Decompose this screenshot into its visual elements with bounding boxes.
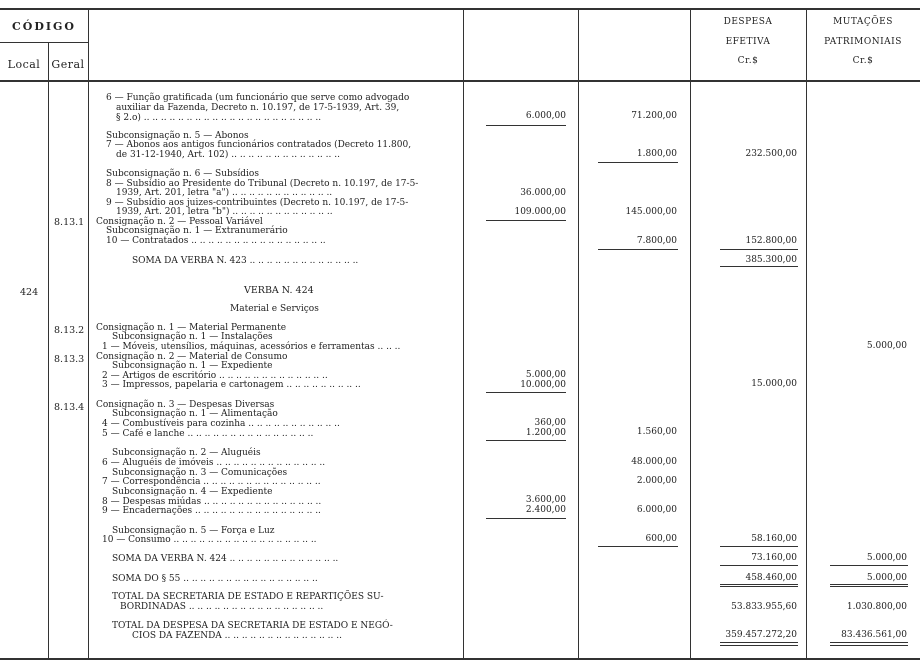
line-subconsig-forca: Subconsignação n. 5 — Força e Luz (112, 526, 275, 536)
code-geral-8-13-2: 8.13.2 (54, 325, 85, 336)
subtotal-rule (830, 645, 908, 646)
line-consig-3: Consignação n. 3 — Despesas Diversas (96, 400, 275, 410)
line-item-6-cont1: auxiliar da Fazenda, Decreto n. 10.197, de 17-5-1939, Art. 39, (116, 103, 400, 113)
value-mutacoes: 5.000,00 (866, 341, 907, 351)
subtotal-rule (720, 645, 798, 646)
value-col1: 10.000,00 (520, 380, 566, 390)
line-consig-1-perm: Consignação n. 1 — Material Permanente (96, 323, 287, 333)
value-col2: 48.000,00 (631, 457, 677, 467)
col-divider-desc (463, 8, 464, 658)
line-consig-2: Consignação n. 2 — Pessoal Variável (96, 217, 263, 227)
line-verba-424: VERBA N. 424 (244, 285, 314, 296)
line-subconsig-exp: Subconsignação n. 1 — Expediente (112, 361, 273, 371)
header-mutacoes-currency: Cr.$ (852, 56, 874, 66)
subtotal-rule (486, 392, 566, 393)
line-item-6b: 6 — Aluguéis de imóveis .. .. .. .. .. .. .. .. .. .. .. .. .. (102, 458, 326, 468)
value-col1: 109.000,00 (514, 207, 566, 217)
value-despesa: 359.457.272,20 (725, 630, 797, 640)
subtotal-rule (830, 584, 908, 585)
value-col1: 2.400,00 (525, 505, 566, 515)
value-col1: 1.200,00 (525, 428, 566, 438)
line-item-3: 3 — Impressos, papelaria e cartonagem .. .. .. .. .. .. .. .. .. (102, 380, 361, 390)
subtotal-rule (720, 546, 798, 547)
header-geral: Geral (51, 58, 85, 71)
subtotal-rule (486, 440, 566, 441)
line-subconsig-1: Subconsignação n. 1 — Extranumerário (106, 226, 288, 236)
subtotal-rule (830, 642, 908, 643)
value-col1: 3.600,00 (525, 495, 566, 505)
value-despesa: 58.160,00 (751, 534, 797, 544)
line-item-2: 2 — Artigos de escritório .. .. .. .. .. .. .. .. .. .. .. .. .. (102, 371, 328, 381)
header-mutacoes-1: MUTAÇÕES (833, 17, 893, 27)
line-item-6: 6 — Função gratificada (um funcionário que serve como advogado (106, 93, 410, 103)
line-item-4: 4 — Combustíveis para cozinha .. .. .. .. .. .. .. .. .. .. .. (102, 419, 340, 429)
subtotal-rule (720, 249, 798, 250)
col-divider-v2 (690, 8, 691, 658)
value-mutacoes: 83.436.561,00 (841, 630, 907, 640)
line-soma-424: SOMA DA VERBA N. 424 .. .. .. .. .. .. .. .. .. .. .. .. .. (112, 554, 339, 564)
value-col2: 2.000,00 (636, 476, 677, 486)
header-despesa-2: EFETIVA (725, 37, 771, 47)
value-despesa: 232.500,00 (745, 149, 797, 159)
code-local-424: 424 (20, 287, 39, 298)
subtotal-rule (598, 249, 678, 250)
value-despesa: 15.000,00 (751, 379, 797, 389)
line-subconsig-alug: Subconsignação n. 2 — Aluguéis (112, 448, 261, 458)
line-consig-2-consumo: Consignação n. 2 — Material de Consumo (96, 352, 288, 362)
value-despesa: 73.160,00 (751, 553, 797, 563)
header-despesa-1: DESPESA (723, 17, 773, 27)
line-total-secretaria: TOTAL DA SECRETARIA DE ESTADO E REPARTIÇÕES SU- (112, 592, 384, 602)
col-divider-geral (88, 8, 89, 658)
subtotal-rule (598, 546, 678, 547)
value-mutacoes: 1.030.800,00 (846, 602, 907, 612)
code-geral-8-13-1: 8.13.1 (54, 217, 85, 228)
value-despesa: 53.833.955,60 (731, 602, 797, 612)
subtotal-rule (830, 565, 908, 566)
value-col1: 360,00 (534, 418, 566, 428)
code-geral-8-13-3: 8.13.3 (54, 354, 85, 365)
line-material-servicos: Material e Serviços (230, 304, 319, 314)
subtotal-rule (830, 586, 908, 587)
line-item-8-cont: 1939, Art. 201, letra "a") .. .. .. .. .. .. .. .. .. .. .. .. (116, 188, 333, 198)
line-item-6-cont2: § 2.o) .. .. .. .. .. .. .. .. .. .. .. .. .. .. .. .. .. .. .. .. .. (116, 113, 322, 123)
line-subconsig-alim: Subconsignação n. 1 — Alimentação (112, 409, 278, 419)
line-subconsig-inst: Subconsignação n. 1 — Instalações (112, 332, 273, 342)
line-subconsig-exp2: Subconsignação n. 4 — Expediente (112, 487, 273, 497)
line-soma-423: SOMA DA VERBA N. 423 .. .. .. .. .. .. .. .. .. .. .. .. .. (132, 256, 359, 266)
line-soma-55: SOMA DO § 55 .. .. .. .. .. .. .. .. .. .. .. .. .. .. .. .. (112, 574, 318, 584)
header-local: Local (7, 58, 41, 71)
line-item-9b: 9 — Encadernações .. .. .. .. .. .. .. .. .. .. .. .. .. .. .. (102, 506, 321, 516)
value-col1: 36.000,00 (520, 188, 566, 198)
value-col2: 71.200,00 (631, 111, 677, 121)
col-divider-local (48, 42, 49, 658)
header-mutacoes-2: PATRIMONIAIS (824, 37, 902, 47)
line-total-despesa-cont: CIOS DA FAZENDA .. .. .. .. .. .. .. .. .. .. .. .. .. .. (132, 631, 342, 641)
subtotal-rule (720, 584, 798, 585)
subtotal-rule (720, 642, 798, 643)
line-total-despesa: TOTAL DA DESPESA DA SECRETARIA DE ESTADO E NEGÓ- (112, 621, 393, 631)
code-geral-8-13-4: 8.13.4 (54, 402, 85, 413)
line-subconsig-5: Subconsignação n. 5 — Abonos (106, 131, 249, 141)
line-item-7: 7 — Abonos aos antigos funcionários contratados (Decreto 11.800, (106, 140, 412, 150)
col-divider-v1 (578, 8, 579, 658)
subtotal-rule (720, 565, 798, 566)
subtotal-rule (720, 266, 798, 267)
line-item-8: 8 — Subsídio ao Presidente do Tribunal (Decreto n. 10.197, de 17-5- (106, 179, 419, 189)
line-item-1: 1 — Móveis, utensílios, máquinas, acessórios e ferramentas .. .. .. (102, 342, 401, 352)
value-mutacoes: 5.000,00 (866, 553, 907, 563)
value-despesa: 458.460,00 (745, 573, 797, 583)
value-col2: 1.560,00 (636, 427, 677, 437)
line-item-7b: 7 — Correspondência .. .. .. .. .. .. .. .. .. .. .. .. .. .. (102, 477, 321, 487)
header-despesa-currency: Cr.$ (737, 56, 759, 66)
line-item-10: 10 — Contratados .. .. .. .. .. .. .. .. .. .. .. .. .. .. .. .. (106, 236, 326, 246)
col-divider-despesa (806, 8, 807, 658)
header-codigo: CÓDIGO (12, 20, 76, 33)
subtotal-rule (486, 220, 566, 221)
header-rule (0, 80, 920, 82)
line-item-9-cont: 1939, Art. 201, letra "b") .. .. .. .. .. .. .. .. .. .. .. .. (116, 207, 333, 217)
subtotal-rule (486, 518, 566, 519)
codigo-rule (0, 42, 88, 43)
value-despesa: 385.300,00 (745, 255, 797, 265)
value-mutacoes: 5.000,00 (866, 573, 907, 583)
value-col2: 6.000,00 (636, 505, 677, 515)
line-item-7-cont: de 31-12-1940, Art. 102) .. .. .. .. .. .. .. .. .. .. .. .. .. (116, 150, 340, 160)
line-total-secretaria-cont: BORDINADAS .. .. .. .. .. .. .. .. .. .. .. .. .. .. .. .. (120, 602, 324, 612)
line-item-5: 5 — Café e lanche .. .. .. .. .. .. .. .. .. .. .. .. .. .. .. (102, 429, 314, 439)
value-col2: 145.000,00 (625, 207, 677, 217)
value-col1: 6.000,00 (525, 111, 566, 121)
top-border (0, 8, 920, 10)
line-item-9: 9 — Subsídio aos juizes-contribuintes (Decreto n. 10.197, de 17-5- (106, 198, 409, 208)
value-col2: 1.800,00 (636, 149, 677, 159)
line-item-10b: 10 — Consumo .. .. .. .. .. .. .. .. .. .. .. .. .. .. .. .. .. (102, 535, 317, 545)
value-despesa: 152.800,00 (745, 236, 797, 246)
value-col2: 600,00 (645, 534, 677, 544)
value-col2: 7.800,00 (636, 236, 677, 246)
line-subconsig-com: Subconsignação n. 3 — Comunicações (112, 468, 288, 478)
subtotal-rule (486, 125, 566, 126)
subtotal-rule (598, 162, 678, 163)
line-item-8b: 8 — Despesas miúdas .. .. .. .. .. .. .. .. .. .. .. .. .. .. (102, 497, 322, 507)
line-subconsig-6: Subconsignação n. 6 — Subsídios (106, 169, 259, 179)
subtotal-rule (720, 586, 798, 587)
bottom-border (0, 658, 920, 660)
value-col1: 5.000,00 (525, 370, 566, 380)
